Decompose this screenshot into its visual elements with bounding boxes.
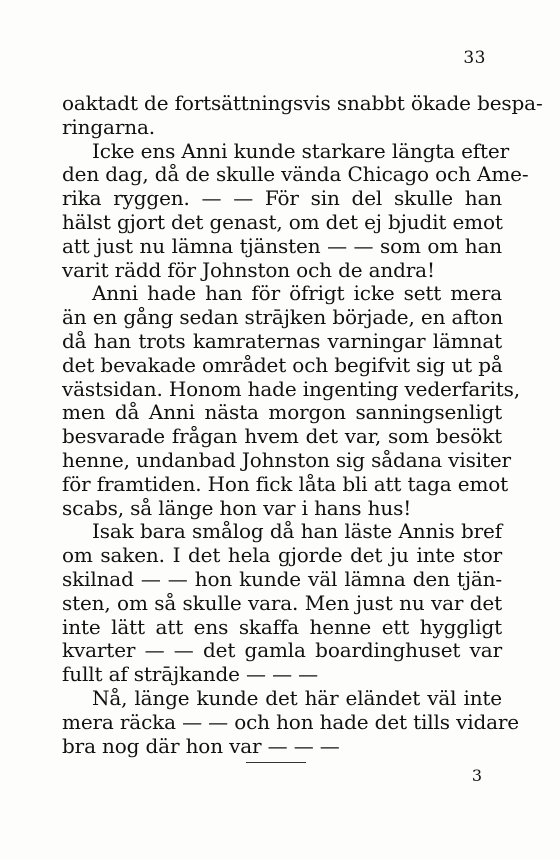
text-line: inte lätt att ens skaffa henne ett hyggligt (62, 614, 502, 639)
text-line: besvarade frågan hvem det var, som besökt (62, 424, 502, 449)
text-line: ringarna. (62, 114, 155, 139)
text-line: scabs, så länge hon var i hans hus! (62, 495, 412, 520)
text-line: än en gång sedan strājken började, en afton (62, 305, 504, 330)
text-line: varit rädd för Johnston och de andra! (62, 257, 435, 282)
text-line: sten, om så skulle vara. Men just nu var det (62, 590, 502, 615)
text-line: Icke ens Anni kunde starkare längta efter (92, 138, 510, 163)
text-line: Isak bara smålog då han läste Annis bref (92, 519, 502, 544)
page-number: 33 (463, 48, 486, 68)
text-line: oaktadt de fortsättningsvis snabbt ökade bespa- (62, 91, 543, 115)
text-line: det bevakade området och begifvit sig ut på (62, 352, 503, 377)
text-line: då han trots kamraternas varningar lämnat (62, 328, 502, 353)
text-line: bra nog där hon var — — — (62, 733, 340, 758)
text-line: mera räcka — — och hon hade det tills vidare (62, 709, 519, 734)
text-line: för framtiden. Hon fick låta bli att taga emot (62, 471, 509, 496)
footer-rule (246, 762, 306, 763)
text-line: Anni hade han för öfrigt icke sett mera (92, 281, 502, 306)
text-line: Nå, länge kunde det här eländet väl inte (92, 685, 502, 710)
text-line: kvarter — — det gamla boardinghuset var (62, 638, 502, 663)
text-line: att just nu lämna tjänsten — — som om han (62, 233, 502, 258)
text-line: hälst gjort det genast, om det ej bjudit emot (62, 209, 503, 234)
text-line: om saken. I det hela gjorde det ju inte stor (62, 543, 502, 568)
body-text (62, 91, 543, 758)
text-line: rika ryggen. — — För sin del skulle han (62, 186, 502, 211)
text-line: henne, undanbad Johnston sig sådana visiter (62, 447, 511, 472)
text-line: fullt af strājkande — — — (62, 662, 319, 687)
text-line: den dag, då de skulle vända Chicago och Ame- (62, 162, 529, 187)
text-line: skilnad — — hon kunde väl lämna den tjän- (62, 566, 502, 591)
signature-mark: 3 (471, 766, 482, 785)
text-line: men då Anni nästa morgon sanningsenligt (62, 400, 502, 425)
text-line: västsidan. Honom hade ingenting vederfarits, (62, 376, 520, 401)
